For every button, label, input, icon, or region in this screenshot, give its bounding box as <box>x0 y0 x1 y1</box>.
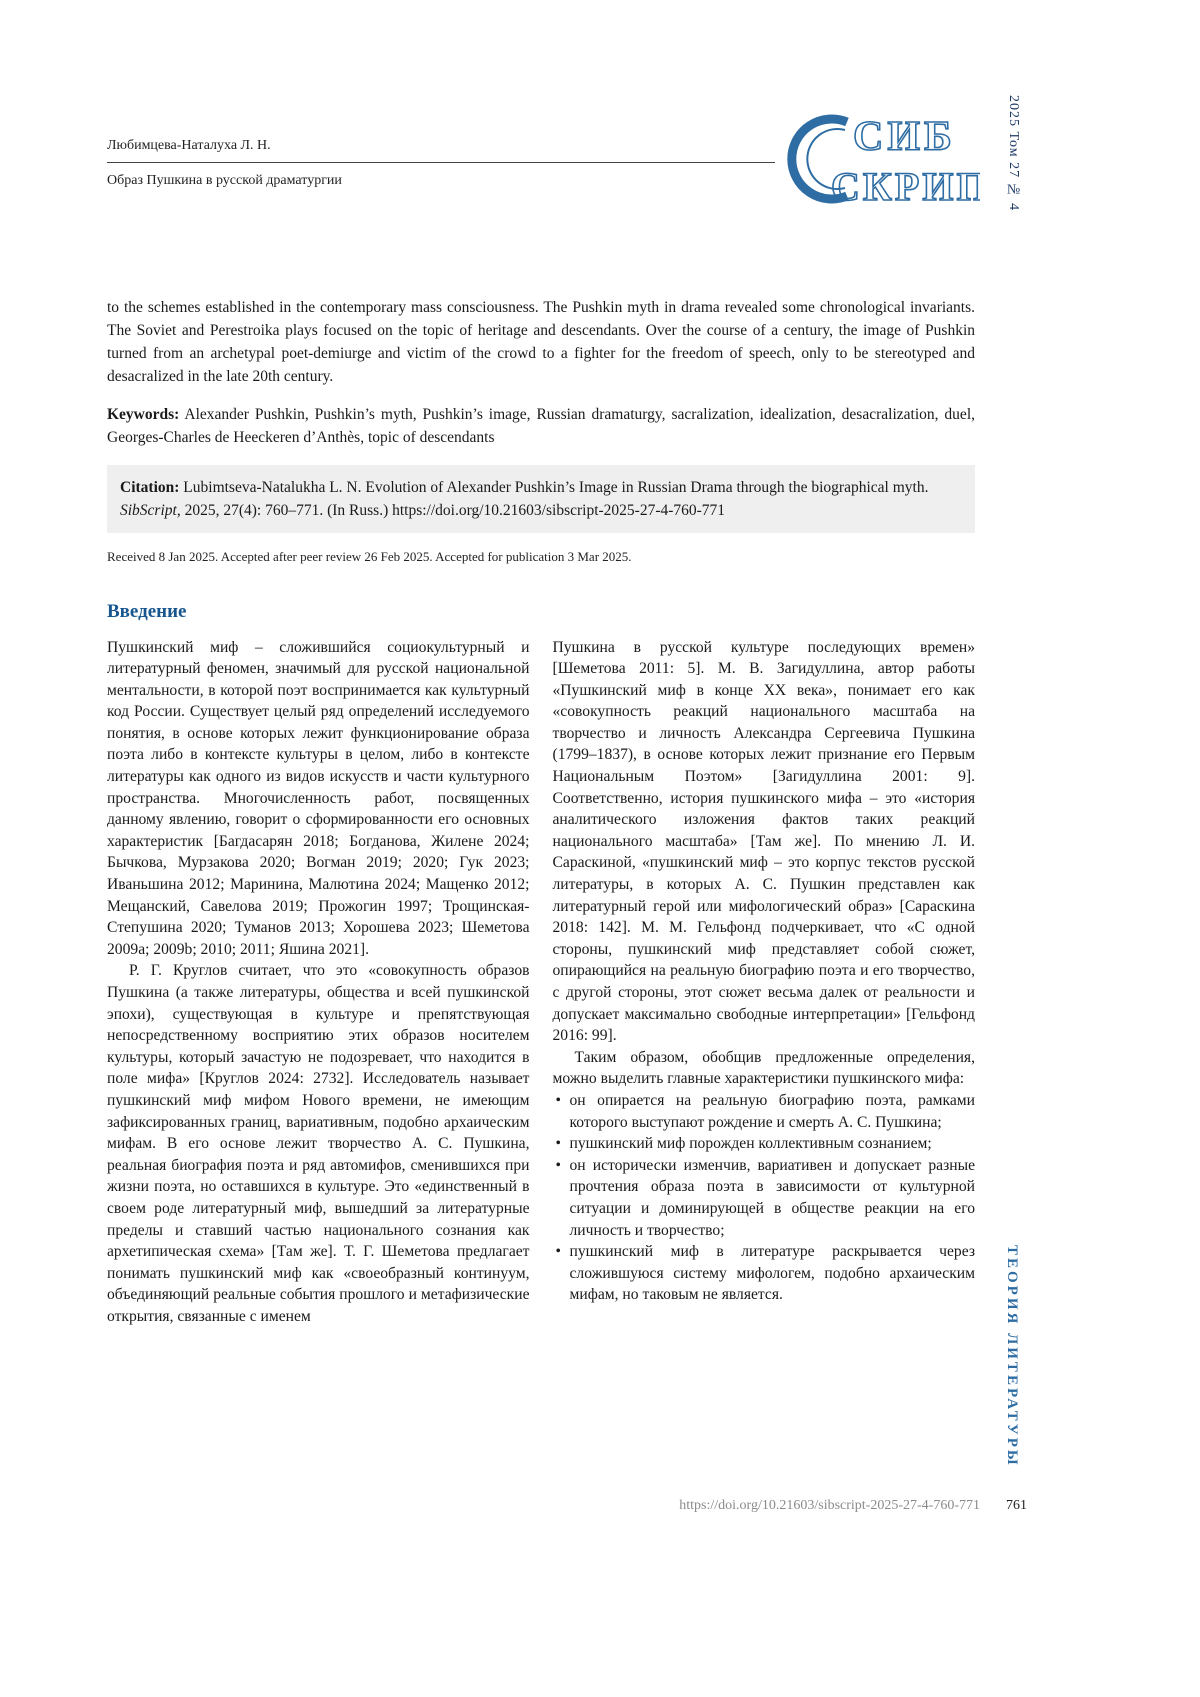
keywords-paragraph <box>107 403 975 449</box>
myth-characteristics-list <box>553 1090 976 1306</box>
doi-link[interactable]: https://doi.org/10.21603/sibscript-2025-27-4-760-771 <box>679 1498 980 1513</box>
abstract-continuation: to the schemes established in the contemporary mass consciousness. The Pushkin myth in drama revealed some chronological invariants. The Soviet and Perestroika plays focused on the topic of heritage and descendants. Over the course of a century, the image of Pushkin turned from an archetypal poet-demiurge and victim of the crowd to a fighter for the freedom of speech, only to be stereotyped and desacralized in the late 20th century. <box>107 298 975 385</box>
running-head-rule <box>107 162 775 163</box>
sibscript-logo-icon <box>775 100 980 218</box>
section-label-vertical: ТЕОРИЯ ЛИТЕРАТУРЫ <box>1004 1245 1020 1468</box>
body-paragraph: Пушкина в русской культуре последующих времен» [Шеметова 2011: 5]. М. В. Загидуллина, автор работы «Пушкинский миф в конце XX века», понимает его как «совокупность реакций национального масштаба на творчество и личность Александра Сергеевича Пушкина (1799–1837), в основе которых лежит признание его Первым Национальным Поэтом» [Загидуллина 2001: 9]. Соответственно, история пушкинского мифа – это «история аналитического изложения фактов таких реакций национального масштаба» [Там же]. По мнению Л. И. Сараскиной, «пушкинский миф – это корпус текстов русской литературы, в которых А. С. Пушкин представлен как литературный герой или мифологический образ» [Сараскина 2018: 142]. М. М. Гельфонд подчеркивает, что «С одной стороны, пушкинский миф представляет собой сюжет, опирающийся на реальную биографию поэта и его творчество, с другой стороны, этот сюжет весьма далек от реальности и допускает максимально свободные интерпретации» [Гельфонд 2016: 99]. <box>552 638 975 1045</box>
running-title: Образ Пушкина в русской драматургии <box>107 173 342 188</box>
body-paragraph: Пушкинский миф – сложившийся социокультурный и литературный феномен, значимый для русской национальной ментальности, в которой поэт воспринимается как культурный код России. Существует целый ряд определений исследуемого понятия, в основе которых лежит функционирование образа поэта либо в контексте культуры в целом, либо в контексте литературы как одного из видов искусств и части культурного пространства. Многочисленность работ, посвященных данному явлению, говорит о сформированности его основных характеристик [Багдасарян 2018; Богданова, Жилене 2024; Бычкова, Мурзакова 2020; Вогман 2019; 2020; Гук 2023; Иваньшина 2012; Маринина, Малютина 2024; Мащенко 2012; Мещанский, Савелова 2019; Прожогин 1997; Трощинская-Степушина 2020; Туманов 2013; Хорошева 2023; Шеметова 2009a; 2009b; 2010; 2011; Яшина 2021]. <box>107 638 530 958</box>
volume-info-vertical: 2025 Том 27 № 4 <box>1006 95 1021 212</box>
received-dates: Received 8 Jan 2025. Accepted after peer review 26 Feb 2025. Accepted for publication 3 Mar 2025. <box>107 548 632 564</box>
list-item-text: он опирается на реальную биографию поэта, рамками которого выступают рождение и смерть А. С. Пушкина; <box>569 1091 975 1131</box>
keywords-text: Alexander Pushkin, Pushkin’s myth, Pushkin’s image, Russian dramaturgy, sacralization, idealization, desacralization, duel, Georges-Charles de Heeckeren d’Anthès, topic of descendants <box>107 406 975 446</box>
page-number: 761 <box>1006 1498 1027 1513</box>
citation-journal-name: SibScript <box>120 501 177 519</box>
two-column-body <box>107 637 975 1328</box>
list-item <box>553 1090 976 1133</box>
keywords-label: Keywords: <box>107 406 180 423</box>
list-item-text: пушкинский миф порожден коллективным сознанием; <box>569 1135 932 1153</box>
main-content <box>107 280 975 1328</box>
list-item <box>553 1155 976 1241</box>
page-footer <box>107 1498 1027 1514</box>
sibscript-logo <box>775 100 980 218</box>
running-head <box>107 138 775 189</box>
list-item-text: пушкинский миф в литературе раскрывается через сложившуюся систему мифологем, подобно архаическим мифам, но таковым не является. <box>569 1243 975 1304</box>
citation-text-1: Lubimtseva-Natalukha L. N. Evolution of Alexander Pushkin’s Image in Russian Drama through the biographical myth. <box>179 478 929 496</box>
citation-block <box>107 465 975 533</box>
list-item-text: он исторически изменчив, вариативен и допускает разные прочтения образа поэта в зависимости от культурной ситуации и доминирующей в обществе реакции на его личность и творчество; <box>569 1156 975 1239</box>
body-paragraph: Таким образом, обобщив предложенные определения, можно выделить главные характеристики пушкинского мифа: <box>552 1048 975 1088</box>
list-item <box>553 1133 976 1155</box>
introduction-heading: Введение <box>107 600 187 622</box>
list-item <box>553 1241 976 1306</box>
citation-text-2: , 2025, 27(4): 760–771. (In Russ.) https://doi.org/10.21603/sibscript-2025-27-4-760-771 <box>176 501 726 519</box>
right-column <box>553 637 976 1328</box>
body-paragraph: Р. Г. Круглов считает, что это «совокупность образов Пушкина (а также литературы, общества и всей пушкинской эпохи), существующая в культуре и препятствующая непосредственному восприятию этих образов носителем культуры, который зачастую не подозревает, что находится в поле мифа» [Круглов 2024: 2732]. Исследователь называет пушкинский миф мифом Нового времени, не имеющим зафиксированных границ, вариативным, подобно архаическим мифам. В его основе лежит творчество А. С. Пушкина, реальная биография поэта и ряд автомифов, сменившихся при жизни поэта, но оставшихся в культуре. Это «единственный в своем роде литературный миф, вышедший за литературные пределы и ставший частью национального сознания как архетипическая схема» [Там же]. Т. Г. Шеметова предлагает понимать пушкинский миф как «своеобразный континуум, объединяющий реальные события прошлого и метафизические открытия, связанные с именем <box>107 962 530 1325</box>
running-author: Любимцева-Наталуха Л. Н. <box>107 138 271 153</box>
left-column <box>107 637 530 1328</box>
citation-label: Citation: <box>120 478 180 496</box>
logo-line1-glyph: СИБ <box>853 114 956 160</box>
logo-line2-glyph: СКРИП <box>831 164 980 209</box>
